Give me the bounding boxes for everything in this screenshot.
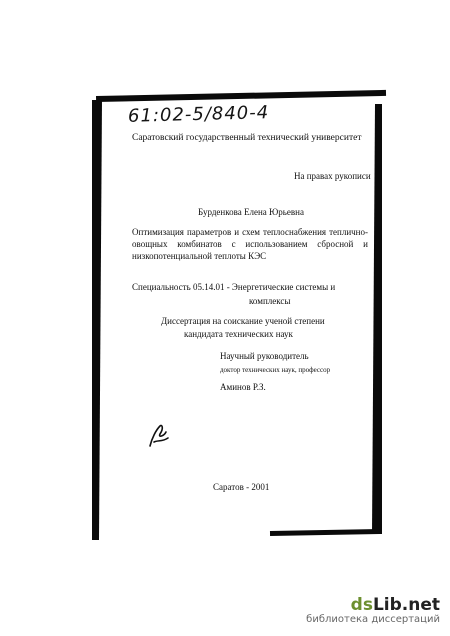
specialty-line-1: Специальность 05.14.01 - Энергетические системы и <box>132 282 336 292</box>
scan-edge-left <box>92 100 102 540</box>
watermark-brand-ds: ds <box>350 595 373 615</box>
degree-line-1: Диссертация на соискание ученой степени <box>161 316 325 326</box>
dslib-watermark[interactable] <box>306 596 440 626</box>
supervisor-name: Аминов Р.З. <box>220 382 266 392</box>
author-name: Бурденкова Елена Юрьевна <box>198 207 304 217</box>
scan-edge-top <box>96 90 386 102</box>
specialty-line-2: комплексы <box>249 296 291 306</box>
scan-edge-right <box>372 104 382 534</box>
watermark-subtitle: библиотека диссертаций <box>306 614 440 625</box>
scan-edge-bottom <box>270 529 380 536</box>
handwritten-signature <box>146 420 172 450</box>
degree-line-2: кандидата технических наук <box>184 329 293 339</box>
university-name: Саратовский государственный технический университет <box>132 133 362 143</box>
city-and-year: Саратов - 2001 <box>213 482 270 492</box>
watermark-brand <box>306 596 440 614</box>
manuscript-note: На правах рукописи <box>294 171 371 181</box>
supervisor-label: Научный руководитель <box>220 351 309 361</box>
dissertation-title: Оптимизация параметров и схем теплоснабжения теплично-овощных комбинатов с использованием сбросной и низкопотенциальной теплоты КЭС <box>132 227 368 261</box>
supervisor-title: доктор технических наук, профессор <box>220 366 331 374</box>
watermark-brand-lib: Lib.net <box>372 595 440 615</box>
library-stamp: 61:02-5/840-4 <box>127 102 270 127</box>
